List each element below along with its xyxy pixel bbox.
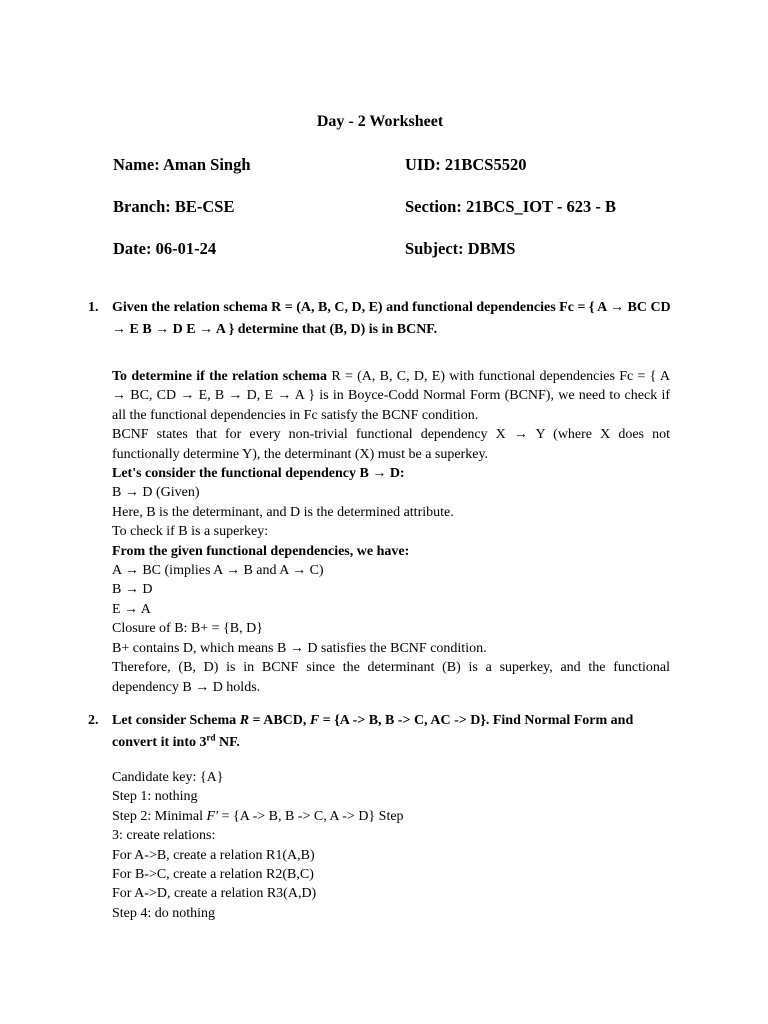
answer-1-contains: B+ contains D, which means B → D satisfies the BCNF condition. xyxy=(112,640,487,656)
answer-1-intro-bold: To determine if the relation schema xyxy=(112,369,328,384)
answer-2-relation-1: For A->B, create a relation R1(A,B) xyxy=(112,847,315,863)
question-1-answer xyxy=(112,367,670,697)
answer-2-step-2-part: = {A -> B, B -> C, A -> D} Step xyxy=(218,808,404,824)
question-2-schema-symbol: R xyxy=(239,713,250,728)
question-2-text-part: = {A -> B, B -> C, AC -> D}. Find Normal Form and convert it into 3 xyxy=(112,713,634,750)
page-title: Day - 2 Worksheet xyxy=(316,113,444,130)
student-name: Name: Aman Singh xyxy=(113,155,251,174)
answer-2-relation-3: For A->D, create a relation R3(A,D) xyxy=(112,886,317,902)
question-2-fd-symbol: F xyxy=(309,713,320,728)
answer-1-intro-rest: R = (A, B, C, D, E) with functional dependencies Fc = { A → BC, CD → E, B → D, E → A } is in Boyce-Codd Normal Form (BCNF), we need to check if all the functional dependencies in Fc satisfy the BCNF condition. xyxy=(112,369,670,423)
answer-2-step-4: Step 4: do nothing xyxy=(112,905,216,921)
question-2-text xyxy=(112,710,672,754)
answer-2-step-3: 3: create relations: xyxy=(112,828,216,844)
question-2-superscript: rd xyxy=(206,732,216,743)
answer-1-therefore: Therefore, (B, D) is in BCNF since the determinant (B) is a superkey, and the functional dependency B → D holds. xyxy=(112,660,670,695)
answer-1-dependency-1: A → BC (implies A → B and A → C) xyxy=(112,563,324,579)
answer-2-relation-2: For B->C, create a relation R2(B,C) xyxy=(112,867,314,883)
question-2-number: 2. xyxy=(88,713,99,728)
question-2-text-part: NF. xyxy=(215,735,240,750)
question-1-text: Given the relation schema R = (A, B, C, D, E) and functional dependencies Fc = { A → BC CD → E B → D E → A } determine that (B, D) is in BCNF. xyxy=(112,300,671,337)
answer-1-intro xyxy=(112,367,670,425)
answer-2-minimal-symbol: F′ xyxy=(206,808,219,824)
worksheet-subject: Subject: DBMS xyxy=(405,239,516,258)
answer-2-step-2-part: Step 2: Minimal xyxy=(112,808,207,824)
answer-1-from-given: From the given functional dependencies, we have: xyxy=(112,543,410,559)
answer-1-dependency-2: B → D xyxy=(112,582,153,598)
worksheet-date: Date: 06-01-24 xyxy=(113,239,217,258)
answer-1-closure: Closure of B: B+ = {B, D} xyxy=(112,621,263,637)
student-branch: Branch: BE-CSE xyxy=(113,197,235,216)
answer-1-to-check: To check if B is a superkey: xyxy=(112,524,269,540)
answer-2-candidate-key: Candidate key: {A} xyxy=(112,770,224,785)
question-2-text-part: = ABCD, xyxy=(249,713,310,728)
question-2-answer xyxy=(112,768,670,923)
answer-2-step-1: Step 1: nothing xyxy=(112,789,198,805)
answer-1-consider: Let's consider the functional dependency B → D: xyxy=(112,466,405,482)
question-1-number: 1. xyxy=(88,300,99,315)
answer-1-here: Here, B is the determinant, and D is the determined attribute. xyxy=(112,504,454,520)
answer-1-bcnf-definition: BCNF states that for every non-trivial functional dependency X → Y (where X does not functionally determine Y), the determinant (X) must be a superkey. xyxy=(112,427,670,462)
student-section: Section: 21BCS_IOT - 623 - B xyxy=(405,197,617,216)
question-2-text-part: Let consider Schema xyxy=(112,713,240,728)
answer-1-dependency-3: E → A xyxy=(112,601,151,617)
answer-1-given: B → D (Given) xyxy=(112,485,200,501)
answer-2-step-2 xyxy=(112,807,670,826)
student-uid: UID: 21BCS5520 xyxy=(405,155,527,174)
